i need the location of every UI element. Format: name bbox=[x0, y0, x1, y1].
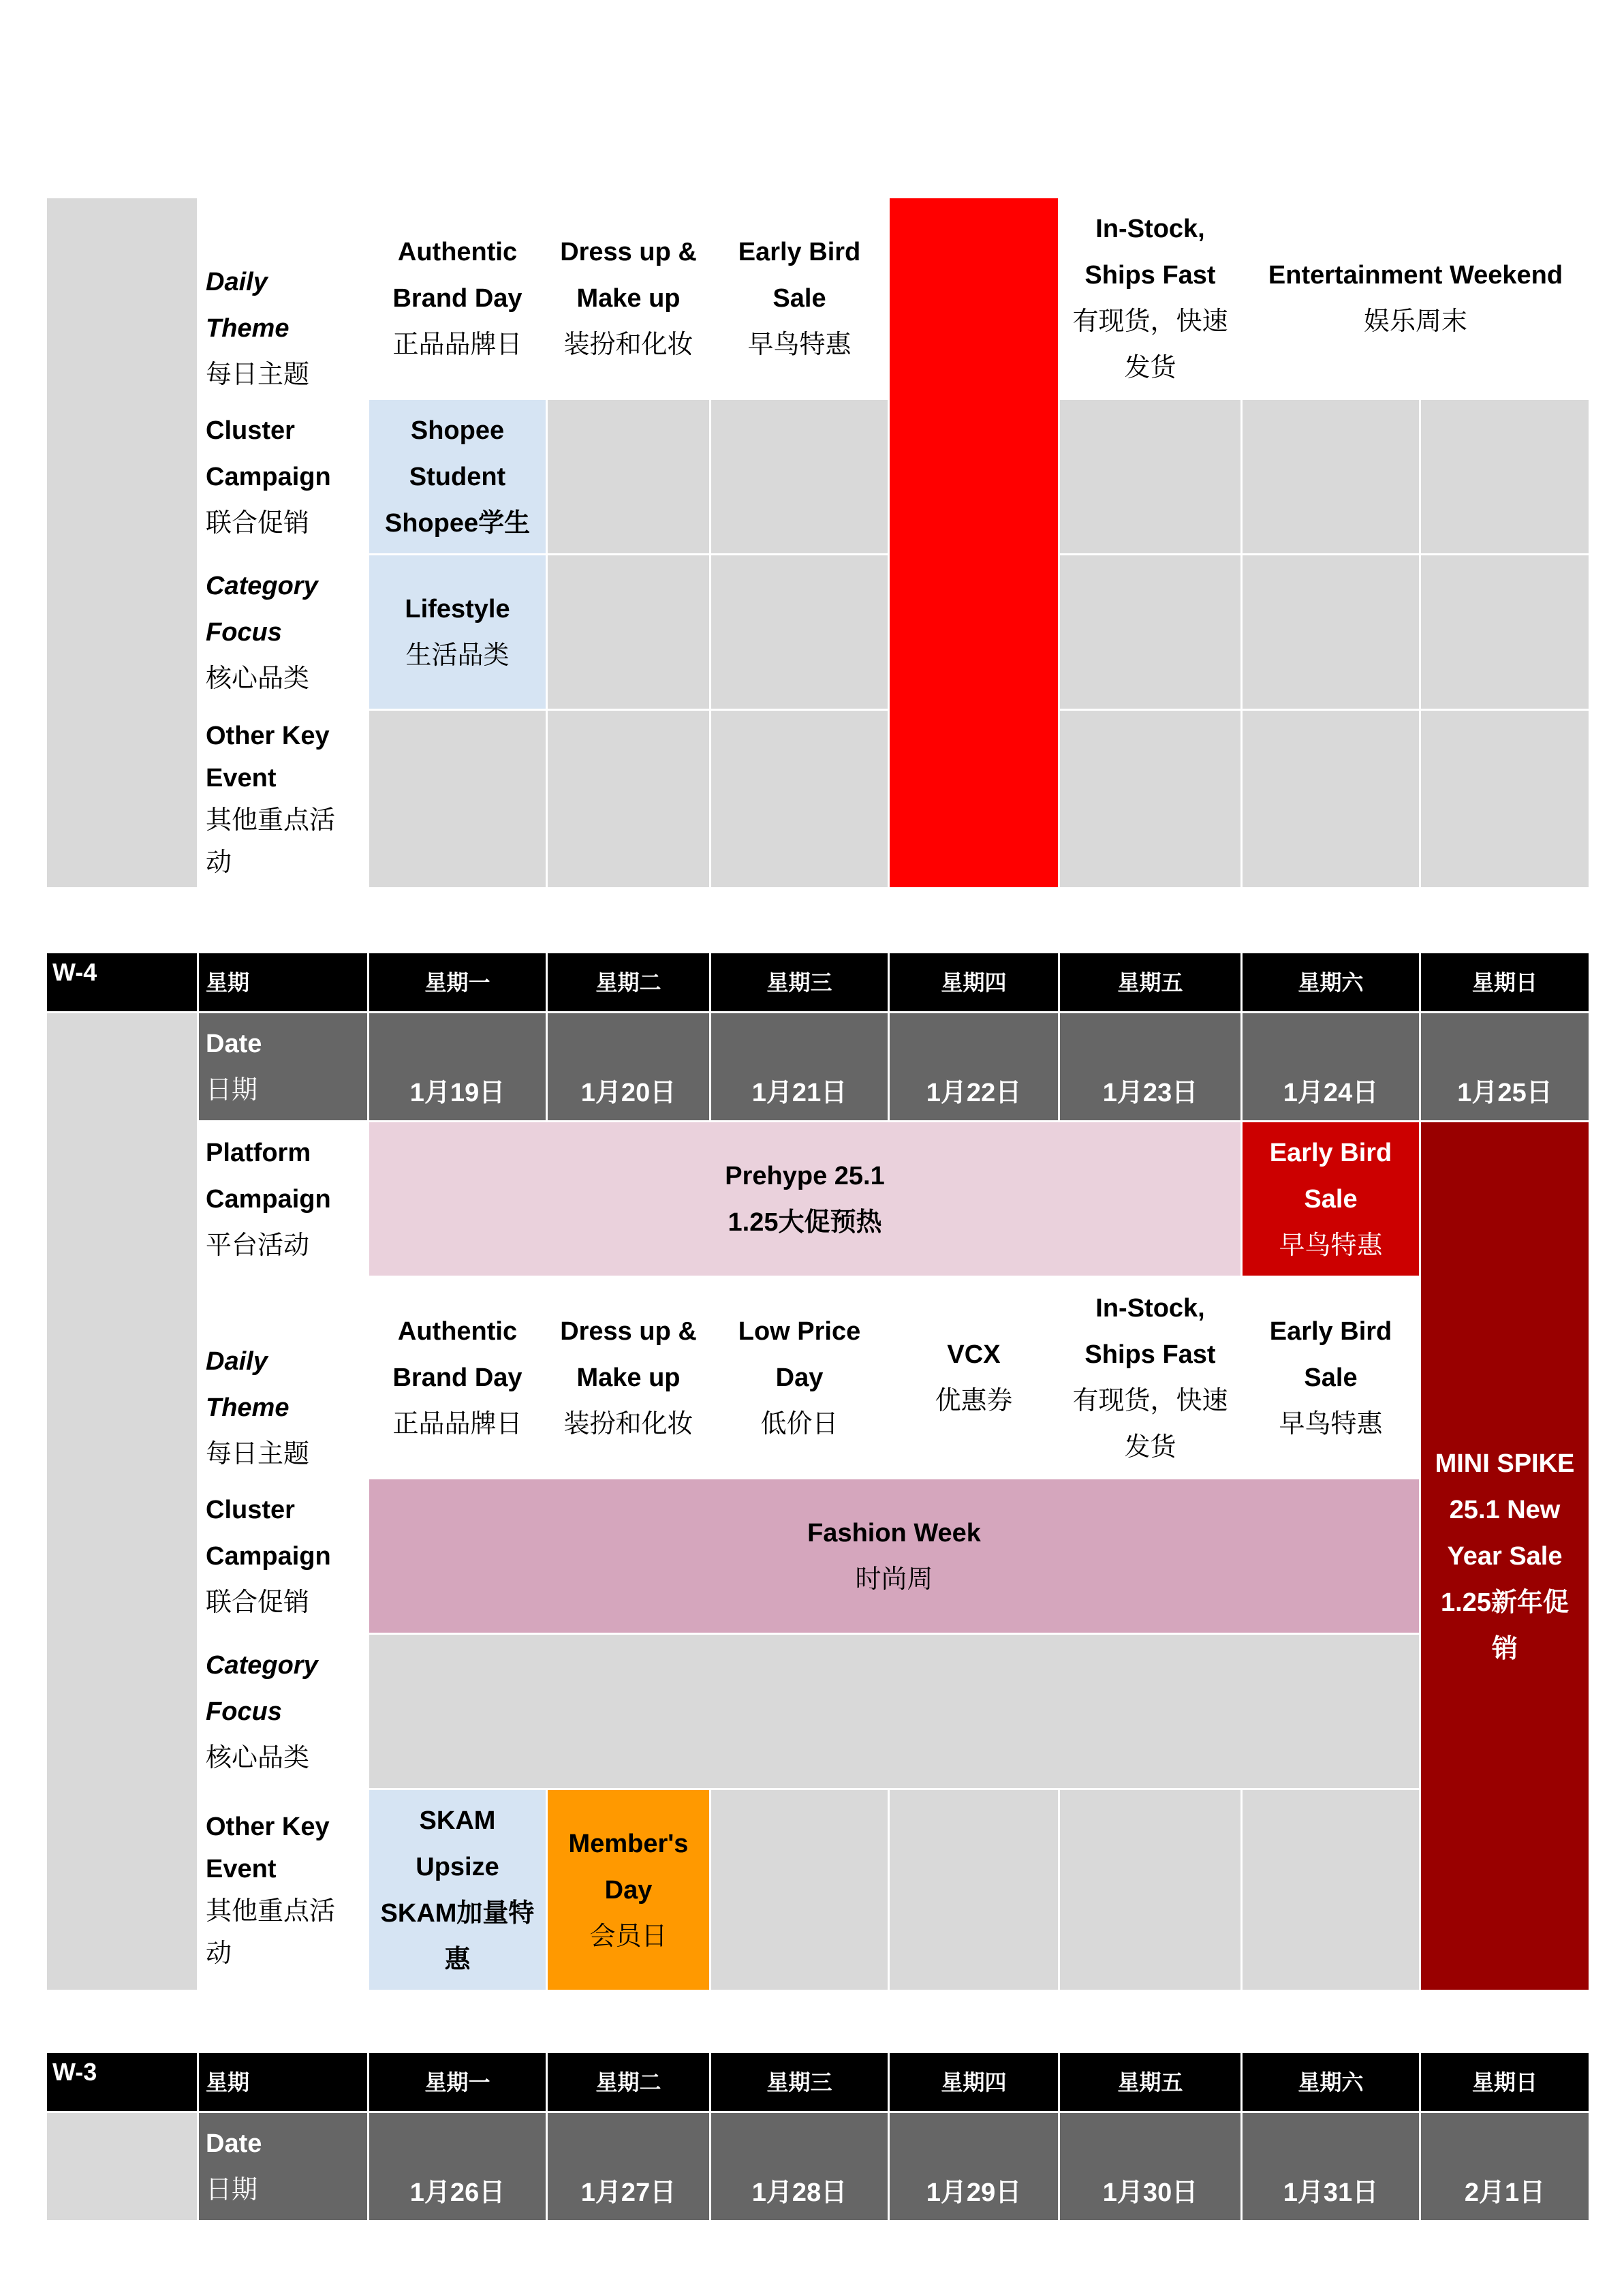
row-label-daily-theme bbox=[198, 198, 369, 399]
top-cluster-row bbox=[46, 399, 1590, 555]
date-cell: 1月28日 bbox=[710, 2112, 889, 2221]
empty-cell bbox=[1059, 399, 1242, 555]
row-label-cluster: Cluster Campaign 联合促销 bbox=[198, 1479, 369, 1634]
w3-header-row bbox=[46, 2052, 1590, 2112]
top-category-row bbox=[46, 555, 1590, 710]
skam-upsize-cell: SKAM Upsize SKAM加量特 惠 bbox=[369, 1789, 547, 1991]
date-cell: 1月26日 bbox=[369, 2112, 547, 2221]
week-label: W-3 bbox=[46, 2052, 198, 2112]
w4-theme-sat: Early Bird Sale 早鸟特惠 bbox=[1242, 1277, 1420, 1479]
empty-cell bbox=[710, 710, 889, 889]
early-bird-sat-cell: Early Bird Sale 早鸟特惠 bbox=[1242, 1122, 1420, 1277]
empty-cell bbox=[547, 710, 710, 889]
row-label-category: Category Focus 核心品类 bbox=[198, 1634, 369, 1789]
empty-cell bbox=[710, 1789, 889, 1991]
weekday-header: 星期日 bbox=[1420, 2052, 1590, 2112]
empty-cell bbox=[1059, 1789, 1242, 1991]
empty-cell bbox=[1242, 1789, 1420, 1991]
top-theme-tue: Dress up & Make up 装扮和化妆 bbox=[547, 198, 710, 399]
empty-cell bbox=[889, 1789, 1059, 1991]
weekday-header: 星期 bbox=[198, 2052, 369, 2112]
w4-table bbox=[45, 951, 1591, 1992]
w4-header-row bbox=[46, 953, 1590, 1013]
weekday-header: 星期三 bbox=[710, 2052, 889, 2112]
empty-cell bbox=[1242, 555, 1420, 710]
label-en: Theme bbox=[206, 314, 290, 343]
weekday-header: 星期五 bbox=[1059, 2052, 1242, 2112]
weekday-header: 星期四 bbox=[889, 953, 1059, 1013]
w4-theme-wed: Low Price Day 低价日 bbox=[710, 1277, 889, 1479]
weekday-header: 星期二 bbox=[547, 2052, 710, 2112]
w4-other-row bbox=[46, 1789, 1590, 1991]
top-other-row bbox=[46, 710, 1590, 889]
row-label-platform: Platform Campaign 平台活动 bbox=[198, 1122, 369, 1277]
empty-cell bbox=[369, 710, 547, 889]
w4-theme-thu: VCX 优惠券 bbox=[889, 1277, 1059, 1479]
weekday-header: 星期三 bbox=[710, 953, 889, 1013]
weekday-header: 星期 bbox=[198, 953, 369, 1013]
weekday-header: 星期六 bbox=[1242, 953, 1420, 1013]
weekday-header: 星期五 bbox=[1059, 953, 1242, 1013]
empty-cell bbox=[1242, 710, 1420, 889]
weekday-header: 星期四 bbox=[889, 2052, 1059, 2112]
empty-cell bbox=[710, 399, 889, 555]
w4-daily-theme-row bbox=[46, 1277, 1590, 1479]
w4-theme-tue: Dress up & Make up 装扮和化妆 bbox=[547, 1277, 710, 1479]
mini-spike-cell: MINI SPIKE 25.1 New Year Sale 1.25新年促 销 bbox=[1420, 1122, 1590, 1991]
date-cell: 1月25日 bbox=[1420, 1013, 1590, 1122]
top-theme-wed: Early Bird Sale 早鸟特惠 bbox=[710, 198, 889, 399]
weekday-header: 星期一 bbox=[369, 953, 547, 1013]
label-en: Daily bbox=[206, 268, 268, 296]
w3-table bbox=[45, 2051, 1591, 2222]
row-label-other: Other Key Event 其他重点活 动 bbox=[198, 1789, 369, 1991]
row-label-daily-theme: Daily Theme 每日主题 bbox=[198, 1277, 369, 1479]
w3-date-row bbox=[46, 2112, 1590, 2221]
weekday-header: 星期日 bbox=[1420, 953, 1590, 1013]
members-day-cell: Member's Day 会员日 bbox=[547, 1789, 710, 1991]
date-cell: 1月19日 bbox=[369, 1013, 547, 1122]
top-theme-fri: In-Stock, Ships Fast 有现货，快速 发货 bbox=[1059, 198, 1242, 399]
prehype-cell: Prehype 25.1 1.25大促预热 bbox=[369, 1122, 1242, 1277]
empty-cell bbox=[547, 399, 710, 555]
empty-cell bbox=[1420, 399, 1590, 555]
fashion-week-cell: Fashion Week 时尚周 bbox=[369, 1479, 1420, 1634]
w3-week-column bbox=[46, 2112, 198, 2221]
top-category-mon: Lifestyle 生活品类 bbox=[369, 555, 547, 710]
date-cell: 1月27日 bbox=[547, 2112, 710, 2221]
row-label-other: Other Key Event 其他重点活 动 bbox=[198, 710, 369, 889]
w4-theme-fri: In-Stock, Ships Fast 有现货，快速 发货 bbox=[1059, 1277, 1242, 1479]
row-label-date: Date 日期 bbox=[198, 2112, 369, 2221]
weekday-header: 星期六 bbox=[1242, 2052, 1420, 2112]
empty-cell bbox=[1420, 710, 1590, 889]
top-theme-weekend: Entertainment Weekend 娱乐周末 bbox=[1242, 198, 1590, 399]
top-theme-mon: Authentic Brand Day 正品品牌日 bbox=[369, 198, 547, 399]
week-label: W-4 bbox=[46, 953, 198, 1013]
date-cell: 1月24日 bbox=[1242, 1013, 1420, 1122]
empty-cell bbox=[1059, 555, 1242, 710]
weekday-header: 星期二 bbox=[547, 953, 710, 1013]
date-cell: 1月31日 bbox=[1242, 2112, 1420, 2221]
date-cell: 1月20日 bbox=[547, 1013, 710, 1122]
row-label-cluster: Cluster Campaign 联合促销 bbox=[198, 399, 369, 555]
w4-cluster-row bbox=[46, 1479, 1590, 1634]
w4-category-row bbox=[46, 1634, 1590, 1789]
top-thu-red-block bbox=[889, 198, 1059, 889]
w4-theme-mon: Authentic Brand Day 正品品牌日 bbox=[369, 1277, 547, 1479]
date-cell: 1月30日 bbox=[1059, 2112, 1242, 2221]
w4-platform-row bbox=[46, 1122, 1590, 1277]
weekday-header: 星期一 bbox=[369, 2052, 547, 2112]
label-zh: 每日主题 bbox=[206, 360, 310, 389]
empty-cell bbox=[547, 555, 710, 710]
empty-cell bbox=[369, 1634, 1420, 1789]
top-daily-theme-row bbox=[46, 198, 1590, 399]
empty-cell bbox=[1242, 399, 1420, 555]
date-cell: 1月21日 bbox=[710, 1013, 889, 1122]
row-label-date: Date 日期 bbox=[198, 1013, 369, 1122]
date-cell: 2月1日 bbox=[1420, 2112, 1590, 2221]
top-block-table bbox=[45, 196, 1591, 889]
row-label-category: Category Focus 核心品类 bbox=[198, 555, 369, 710]
empty-cell bbox=[1059, 710, 1242, 889]
w4-week-column bbox=[46, 1013, 198, 1991]
w4-date-row bbox=[46, 1013, 1590, 1122]
date-cell: 1月23日 bbox=[1059, 1013, 1242, 1122]
empty-cell bbox=[710, 555, 889, 710]
top-cluster-mon: Shopee Student Shopee学生 bbox=[369, 399, 547, 555]
date-cell: 1月29日 bbox=[889, 2112, 1059, 2221]
top-week-column bbox=[46, 198, 198, 889]
date-cell: 1月22日 bbox=[889, 1013, 1059, 1122]
empty-cell bbox=[1420, 555, 1590, 710]
